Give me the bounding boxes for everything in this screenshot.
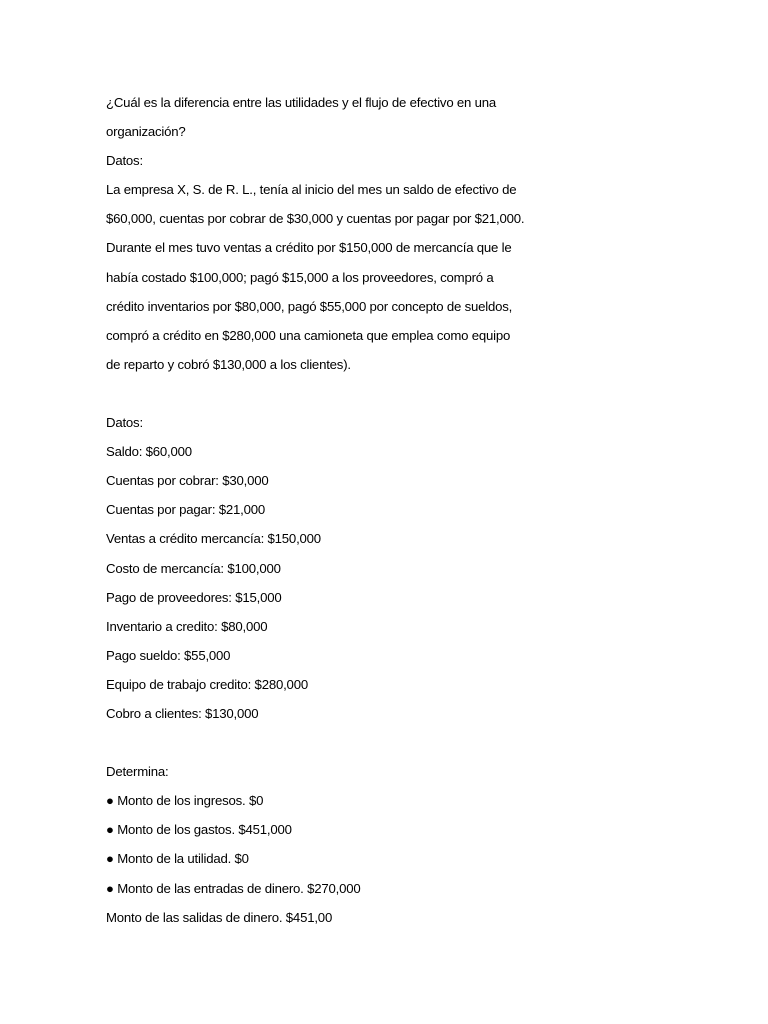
data-list-item: Pago de proveedores: $15,000 <box>106 589 282 605</box>
statement-line: $60,000, cuentas por cobrar de $30,000 y cuentas por pagar por $21,000. <box>106 211 525 227</box>
data-list-item: Pago sueldo: $55,000 <box>106 647 231 663</box>
statement-line: Durante el mes tuvo ventas a crédito por $150,000 de mercancía que le <box>106 240 512 256</box>
data-list-heading: Datos: <box>106 415 143 431</box>
question-line-2: organización? <box>106 124 186 140</box>
determine-item: Monto de las salidas de dinero. $451,00 <box>106 909 333 925</box>
question-line-1: ¿Cuál es la diferencia entre las utilidades y el flujo de efectivo en una <box>106 95 497 110</box>
data-list-item: Cuentas por cobrar: $30,000 <box>106 473 269 489</box>
data-list-item: Ventas a crédito mercancía: $150,000 <box>106 531 321 547</box>
statement-line: La empresa X, S. de R. L., tenía al inicio del mes un saldo de efectivo de <box>106 182 517 198</box>
data-list-item: Equipo de trabajo credito: $280,000 <box>106 676 308 692</box>
determine-item: ● Monto de los ingresos. $0 <box>106 793 264 809</box>
determine-item: ● Monto de la utilidad. $0 <box>106 851 249 867</box>
data-list-item: Inventario a credito: $80,000 <box>106 618 268 634</box>
blank-line <box>106 728 666 757</box>
data-list-item: Cuentas por pagar: $21,000 <box>106 502 266 518</box>
determine-heading: Determina: <box>106 764 169 780</box>
data-list-item: Saldo: $60,000 <box>106 444 192 460</box>
statement-line: compró a crédito en $280,000 una camioneta que emplea como equipo <box>106 327 511 343</box>
statement-line: crédito inventarios por $80,000, pagó $55,000 por concepto de sueldos, <box>106 298 513 314</box>
determine-item: ● Monto de los gastos. $451,000 <box>106 822 292 838</box>
data-list-item: Cobro a clientes: $130,000 <box>106 705 259 721</box>
document-body <box>106 88 666 932</box>
statement-heading: Datos: <box>106 153 143 169</box>
statement-line: había costado $100,000; pagó $15,000 a los proveedores, compró a <box>106 269 494 285</box>
data-list-item: Costo de mercancía: $100,000 <box>106 560 281 576</box>
statement-line: de reparto y cobró $130,000 a los clientes). <box>106 356 351 372</box>
determine-item: ● Monto de las entradas de dinero. $270,000 <box>106 880 361 896</box>
blank-line <box>106 379 666 408</box>
